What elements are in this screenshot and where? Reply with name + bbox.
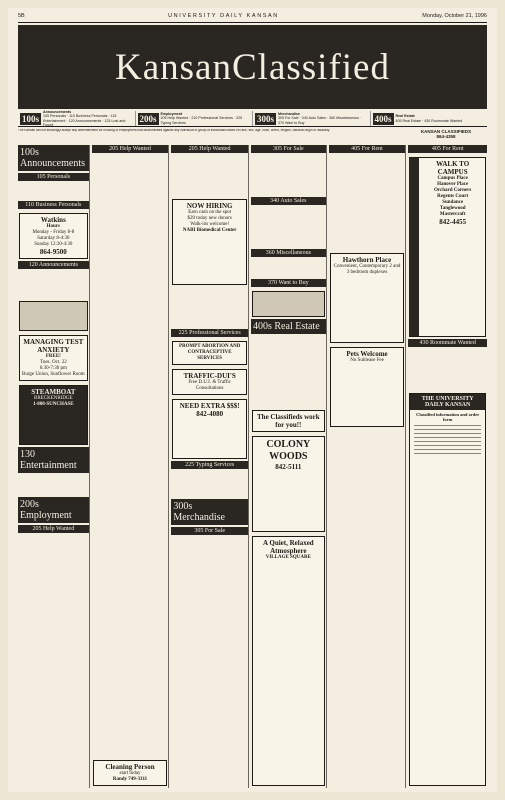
index-lines: 205 Help Wanted · 210 Professional Services · 225 Typing Services <box>160 116 243 125</box>
managing-test-anxiety-ad <box>19 335 88 381</box>
column-1 <box>18 145 90 788</box>
index-num: 300s <box>257 113 275 124</box>
pets-welcome-ad <box>330 347 405 427</box>
ad-text <box>171 155 248 195</box>
ad-title: STEAMBOAT <box>31 388 76 396</box>
contact-phone: 864-4358 <box>436 134 456 139</box>
ad-text <box>251 207 326 247</box>
form-line <box>414 437 481 438</box>
column-3 <box>171 145 249 788</box>
steamboat-ad <box>19 385 88 445</box>
category-header: 305 For Sale <box>171 527 248 535</box>
ad-text <box>18 271 89 297</box>
hawthorn-place-ad <box>330 253 405 343</box>
ad-phone: 864-9500 <box>39 248 67 256</box>
ad-line: FREE! <box>45 354 61 359</box>
category-header: 120 Announcements <box>18 261 89 269</box>
policy-notice: The Kansan will not knowingly accept any advertisement for housing or employment that discriminates against any individual or group of individuals based on race, sex, age, color, creed, religion, national origin or disability. <box>18 129 330 132</box>
ad-line: Tues. Oct. 22 <box>39 360 67 365</box>
paper-name: UNIVERSITY DAILY KANSAN <box>168 12 279 19</box>
ad-line: NABI Biomedical Center <box>182 228 237 233</box>
masthead <box>18 25 487 109</box>
running-header <box>18 11 487 20</box>
index-num: 400s <box>374 113 392 124</box>
category-header: 340 Auto Sales <box>251 197 326 205</box>
category-header: 430 Roommate Wanted <box>408 339 487 347</box>
form-line <box>414 429 481 430</box>
category-header: 405 For Rent <box>408 145 487 153</box>
ad-line: Sunday 12:30-4:30 <box>34 242 73 247</box>
form-line <box>414 449 481 450</box>
ad-line: Monday - Friday 8-8 <box>32 230 75 235</box>
ad-line: Randy 749-3311 <box>112 777 148 782</box>
index-num: 200s <box>139 113 157 124</box>
category-header: 205 Help Wanted <box>171 145 248 153</box>
ad-line: Convenient, Contemporary 2 and 3 bedroom duplexes <box>333 264 401 275</box>
index-lines: 405 Real Estate · 430 Roommate Wanted <box>395 118 463 123</box>
index-lines: 305 For Sale · 340 Auto Sales · 360 Miscellaneous · 370 Want to Buy <box>278 116 362 125</box>
ad-text <box>251 259 326 277</box>
ad-text <box>171 471 248 497</box>
form-subtitle: Classified information and order form <box>416 412 480 422</box>
ad-line: Hanover Place <box>437 182 469 187</box>
ad-phone: 842-4455 <box>439 218 467 226</box>
index-real-estate <box>371 111 488 126</box>
ad-line: Hours <box>46 224 61 229</box>
ad-phone: 842-4080 <box>196 410 224 418</box>
ad-line: $20 today new donors <box>187 216 232 221</box>
ad-side-band <box>409 158 419 336</box>
index-announcements <box>18 111 136 126</box>
ad-title: Pets Welcome <box>346 350 388 358</box>
ad-text <box>329 429 406 786</box>
form-title: THE UNIVERSITY DAILY KANSAN <box>410 394 485 410</box>
ad-line: Tanglewood <box>439 206 466 211</box>
ad-line: Orchard Corners <box>434 188 472 193</box>
ad-title: Watkins <box>40 216 66 224</box>
ad-line: Free D.U.I. & Traffic Consultations <box>188 380 232 391</box>
classifieds-work-ad <box>252 410 325 432</box>
ad-title: NEED EXTRA $$$! <box>179 402 240 410</box>
ad-line: Burge Union, Sunflower Room <box>22 372 85 377</box>
ad-text <box>18 475 89 495</box>
ad-text <box>92 155 169 756</box>
form-line <box>414 453 481 454</box>
ad-line: Campus Place <box>437 176 468 181</box>
ad-title: WALK TO CAMPUS <box>436 160 470 176</box>
section-header: 300s Merchandise <box>171 499 248 525</box>
contact-box <box>406 129 486 139</box>
colony-woods-ad <box>252 436 325 532</box>
index-lines: 105 Personals · 110 Business Personals · 115 Entertainment · 120 Announcements · 125 Lost and Found <box>43 114 126 127</box>
ad-title: TRAFFIC-DUI'S <box>183 372 236 380</box>
want-to-buy-ad-image <box>252 291 325 317</box>
section-header: 400s Real Estate <box>251 319 326 334</box>
newspaper-page <box>8 8 497 792</box>
index-label: Merchandise <box>278 112 300 117</box>
category-header: 205 Help Wanted <box>18 525 89 533</box>
ad-line: start today <box>119 771 141 776</box>
section-header: 130 Entertainment <box>18 447 89 473</box>
contact-title: KANSAN CLASSIFIEDS <box>420 129 472 134</box>
masthead-title: KansanClassified <box>115 46 390 88</box>
category-header: 360 Miscellaneous <box>251 249 326 257</box>
ad-line: 6:30-7:30 pm <box>39 366 67 371</box>
ad-line: Mastercraft <box>439 212 466 217</box>
ad-title: PROMPT ABORTION AND CONTRACEPTIVE SERVICES <box>178 344 241 361</box>
ad-text <box>251 336 326 406</box>
ad-text <box>329 155 406 249</box>
ad-line: Saturday 8-4:30 <box>37 236 70 241</box>
page-number: 5B <box>18 12 25 19</box>
ad-title: A Quiet, Relaxed Atmosphere <box>262 539 314 555</box>
index-label: Employment <box>160 112 183 117</box>
index-merchandise <box>253 111 371 126</box>
prompt-abortion-ad <box>172 341 247 365</box>
need-extra-ad <box>172 399 247 459</box>
classified-columns <box>18 145 487 788</box>
index-employment <box>136 111 254 126</box>
ad-title: Hawthorn Place <box>342 256 392 264</box>
column-6 <box>408 145 487 788</box>
ad-text <box>408 349 487 389</box>
section-header: 200s Employment <box>18 497 89 523</box>
category-header: 405 For Rent <box>329 145 406 153</box>
counseling-ad-image <box>19 301 88 331</box>
ad-line: No Sublease Fee <box>350 358 384 363</box>
ad-line: Earn cash on the spot <box>188 210 232 215</box>
ad-title: Cleaning Person <box>105 763 155 771</box>
ad-text <box>18 183 89 199</box>
ad-text <box>251 155 326 195</box>
village-square-ad <box>252 536 325 786</box>
category-header: 205 Help Wanted <box>92 145 169 153</box>
ad-line: Sundance <box>442 200 464 205</box>
form-line <box>414 433 481 434</box>
column-5 <box>329 145 407 788</box>
ad-line: 1-800-SUNCHASE <box>33 402 74 407</box>
ad-title: NOW HIRING <box>186 202 233 210</box>
index-label: Announcements <box>43 110 72 115</box>
ad-brand: VILLAGE SQUARE <box>265 555 311 560</box>
form-line <box>414 425 481 426</box>
nabi-plasma-ad <box>172 199 247 285</box>
column-2 <box>92 145 170 788</box>
column-4 <box>251 145 327 788</box>
ad-line: BRECKENRIDGE <box>34 396 73 401</box>
ad-text <box>171 287 248 327</box>
section-index <box>18 111 487 127</box>
ad-line: Regents Court <box>437 194 469 199</box>
ad-title: The Classifieds work for you!! <box>257 413 320 429</box>
category-header: 110 Business Personals <box>18 201 89 209</box>
ad-phone: 842-5111 <box>275 463 302 471</box>
form-line <box>414 445 481 446</box>
ad-title: MANAGING TEST ANXIETY <box>23 338 84 354</box>
order-form <box>409 393 486 786</box>
ad-text <box>171 537 248 786</box>
traffic-dui-ad <box>172 369 247 395</box>
index-label: Real Estate <box>395 114 415 119</box>
cleaning-person-ad <box>93 760 168 786</box>
issue-date: Monday, October 21, 1996 <box>422 12 487 19</box>
category-header: 305 For Sale <box>251 145 326 153</box>
category-header: 225 Typing Services <box>171 461 248 469</box>
category-header: 105 Personals <box>18 173 89 181</box>
section-header: 100s Announcements <box>18 145 89 171</box>
ad-text <box>18 535 89 786</box>
walk-to-campus-ad <box>409 157 486 337</box>
category-header: 370 Want to Buy <box>251 279 326 287</box>
category-header: 225 Professional Services <box>171 329 248 337</box>
header-rule <box>18 22 487 23</box>
ad-title: COLONY WOODS <box>266 439 311 462</box>
form-line <box>414 441 481 442</box>
ad-line: Walk-ins welcome! <box>190 222 230 227</box>
watkins-ad <box>19 213 88 259</box>
index-num: 100s <box>22 113 40 124</box>
